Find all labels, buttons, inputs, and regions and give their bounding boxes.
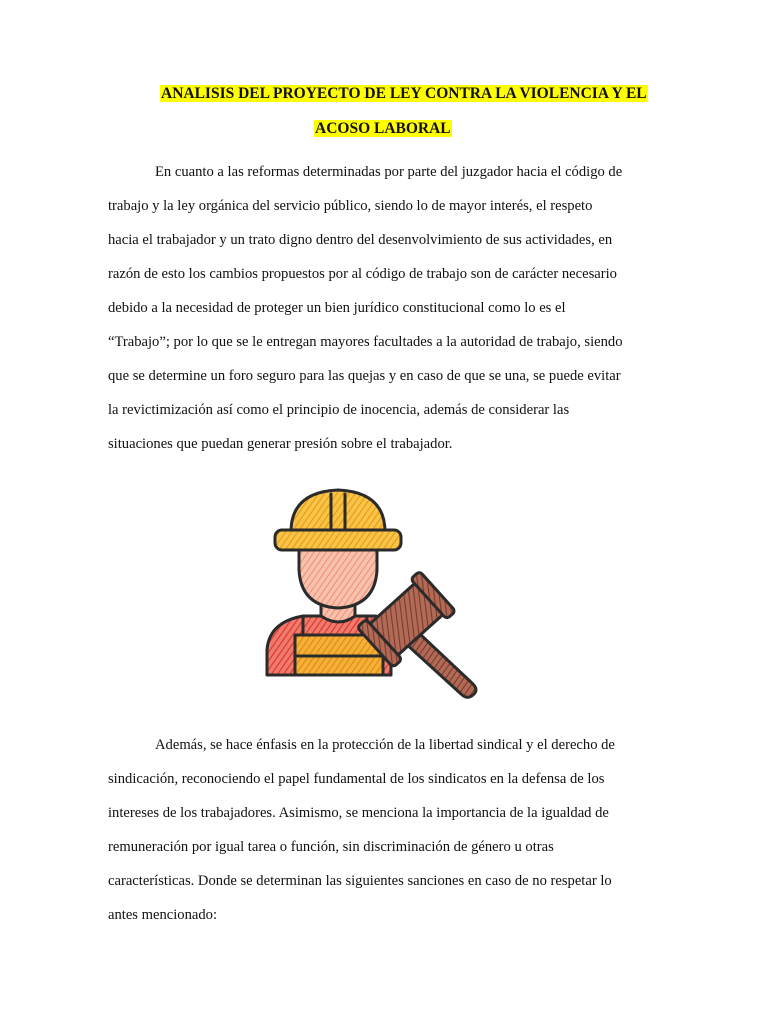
face-shape	[299, 550, 377, 608]
paragraph-line: intereses de los trabajadores. Asimismo, se menciona la importancia de la igualdad de	[108, 805, 609, 821]
paragraph-line: Además, se hace énfasis en la protección de la libertad sindical y el derecho de	[155, 737, 615, 753]
paragraph-line: características. Donde se determinan las siguientes sanciones en caso de no respetar lo	[108, 873, 612, 889]
paragraph-line: remuneración por igual tarea o función, sin discriminación de género u otras	[108, 839, 554, 855]
title-line-1	[160, 85, 648, 103]
helmet-shape	[291, 490, 385, 532]
paragraph-line: sindicación, reconociendo el papel fundamental de los sindicatos en la defensa de los	[108, 771, 605, 787]
paragraph-line: hacia el trabajador y un trato digno dentro del desenvolvimiento de sus actividades, en	[108, 232, 613, 248]
title-line-2	[314, 120, 452, 138]
paragraph-line: situaciones que puedan generar presión sobre el trabajador.	[108, 436, 453, 452]
paragraph-line: razón de esto los cambios propuestos por al código de trabajo son de carácter necesario	[108, 266, 617, 282]
paragraph-union-freedom	[108, 728, 663, 932]
title-highlight-2: ACOSO LABORAL	[315, 120, 451, 137]
paragraph-line: que se determine un foro seguro para las quejas y en caso de que se una, se puede evitar	[108, 368, 621, 384]
paragraph-line: la revictimización así como el principio de inocencia, además de considerar las	[108, 402, 570, 418]
paragraph-line: trabajo y la ley orgánica del servicio público, siendo lo de mayor interés, el respeto	[108, 198, 593, 214]
paragraph-line: antes mencionado:	[108, 907, 218, 923]
paragraph-line: En cuanto a las reformas determinadas por parte del juzgador hacia el código de	[155, 164, 623, 180]
paragraph-reforms	[108, 155, 663, 461]
paragraph-line: debido a la necesidad de proteger un bien jurídico constitucional como lo es el	[108, 300, 566, 316]
title-highlight-1: ANALISIS DEL PROYECTO DE LEY CONTRA LA VIOLENCIA Y EL	[161, 85, 647, 102]
worker-with-gavel-icon	[255, 470, 495, 700]
paragraph-line: “Trabajo”; por lo que se le entregan mayores facultades a la autoridad de trabajo, siendo	[108, 334, 623, 350]
